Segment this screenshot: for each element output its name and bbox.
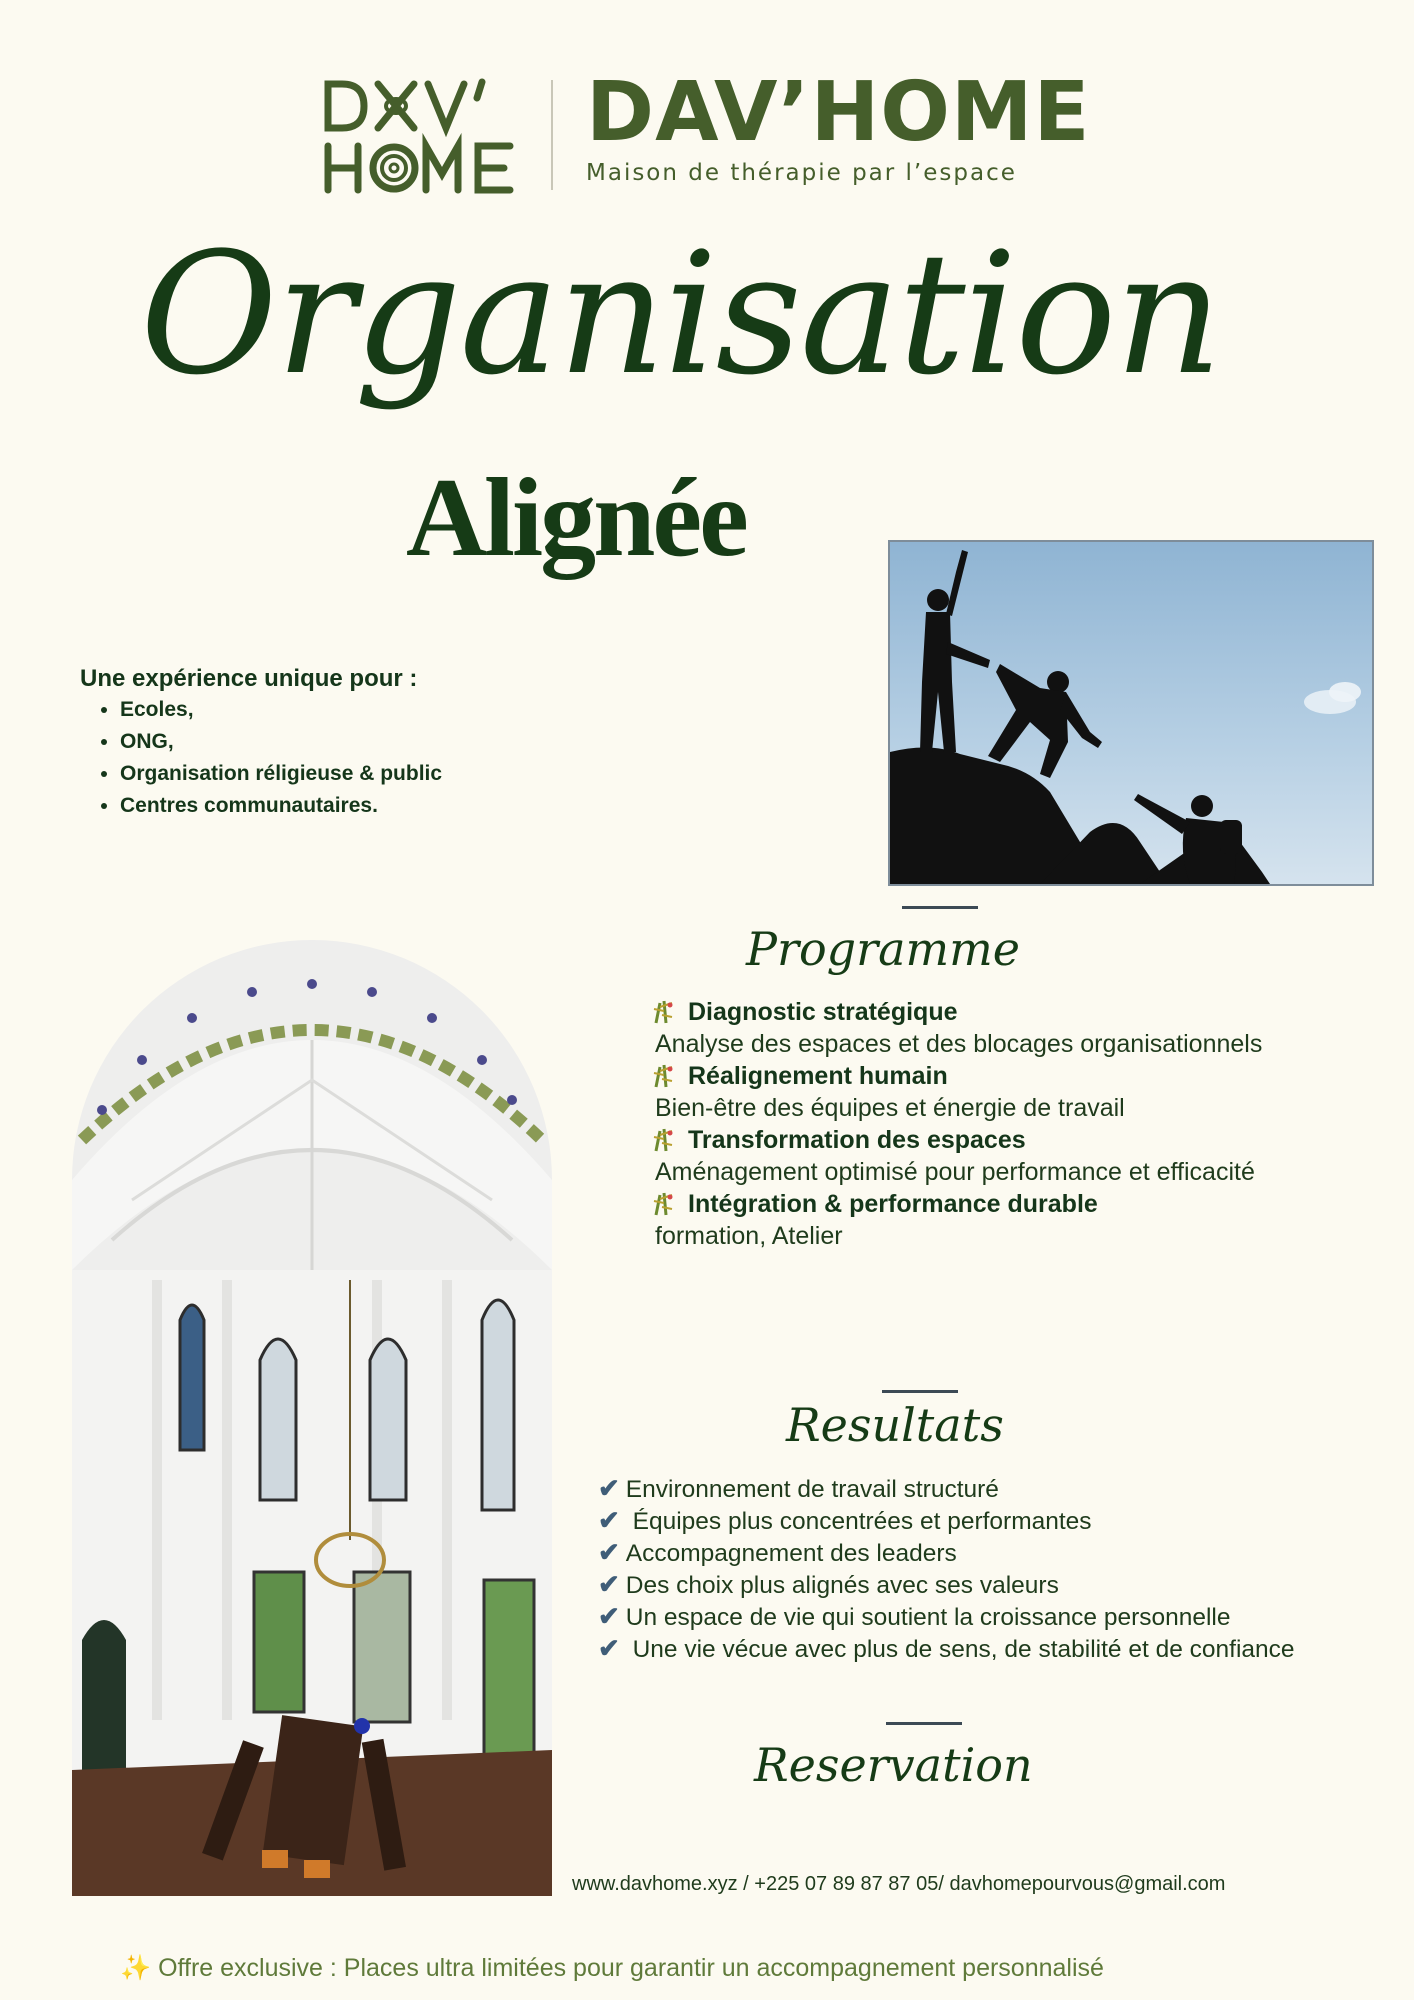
programme-item <box>650 1188 1390 1220</box>
logo-mark <box>322 78 518 196</box>
check-icon: ✔ <box>598 1569 620 1599</box>
result-item: ✔ Un espace de vie qui soutient la croissance personnelle <box>598 1601 1231 1631</box>
check-icon: ✔ <box>598 1537 620 1567</box>
programme-item-desc: Bien-être des équipes et énergie de travail <box>655 1094 1125 1122</box>
result-item: ✔ Équipes plus concentrées et performantes <box>598 1505 1092 1535</box>
programme-item-desc: Aménagement optimisé pour performance et efficacité <box>655 1158 1255 1186</box>
programme-item <box>650 996 1390 1028</box>
title-script: Organisation <box>140 216 1221 412</box>
programme-item-title: Transformation des espaces <box>688 1126 1026 1154</box>
reservation-rule <box>886 1722 962 1725</box>
audience-item: • ONG, <box>120 726 442 758</box>
chapel-interior-photo <box>72 940 552 1896</box>
audience-heading: Une expérience unique pour : <box>80 665 418 692</box>
resultats-list <box>598 1473 1394 1665</box>
bamboo-icon <box>650 1127 676 1153</box>
bamboo-icon <box>650 1063 676 1089</box>
check-icon: ✔ <box>598 1633 620 1663</box>
contact-info: www.davhome.xyz / +225 07 89 87 87 05/ davhomepourvous@gmail.com <box>572 1873 1226 1895</box>
programme-item-desc: formation, Atelier <box>655 1222 843 1250</box>
result-item: ✔ Accompagnement des leaders <box>598 1537 957 1567</box>
programme-item-title: Intégration & performance durable <box>688 1190 1098 1218</box>
audience-item: • Organisation réligieuse & public <box>120 758 442 790</box>
climbers-photo <box>888 540 1374 886</box>
bamboo-icon <box>650 999 676 1025</box>
programme-item-title: Diagnostic stratégique <box>688 998 958 1026</box>
logo-divider <box>551 80 553 190</box>
check-icon: ✔ <box>598 1601 620 1631</box>
programme-item-desc: Analyse des espaces et des blocages organisationnels <box>655 1030 1263 1058</box>
programme-list <box>650 996 1390 1252</box>
result-item: ✔ Environnement de travail structuré <box>598 1473 999 1503</box>
programme-item <box>650 1124 1390 1156</box>
resultats-title: Resultats <box>786 1398 1004 1452</box>
bamboo-icon <box>650 1191 676 1217</box>
programme-item <box>650 1060 1390 1092</box>
result-item: ✔ Une vie vécue avec plus de sens, de stabilité et de confiance <box>598 1633 1295 1663</box>
brand-tagline: Maison de thérapie par l’espace <box>586 160 1017 186</box>
title-bold: Alignée <box>406 456 746 580</box>
exclusive-offer: ✨ Offre exclusive : Places ultra limitées pour garantir un accompagnement personnalisé <box>120 1954 1104 1982</box>
audience-item: • Centres communautaires. <box>120 790 442 822</box>
audience-list <box>98 694 442 822</box>
programme-item-title: Réalignement humain <box>688 1062 948 1090</box>
check-icon: ✔ <box>598 1505 620 1535</box>
programme-rule <box>902 906 978 909</box>
programme-title: Programme <box>746 922 1020 976</box>
audience-item: • Ecoles, <box>120 694 442 726</box>
brand-name: DAV’HOME <box>586 65 1091 160</box>
reservation-title: Reservation <box>754 1738 1033 1792</box>
result-item: ✔ Des choix plus alignés avec ses valeurs <box>598 1569 1059 1599</box>
check-icon: ✔ <box>598 1473 620 1503</box>
resultats-rule <box>882 1390 958 1393</box>
